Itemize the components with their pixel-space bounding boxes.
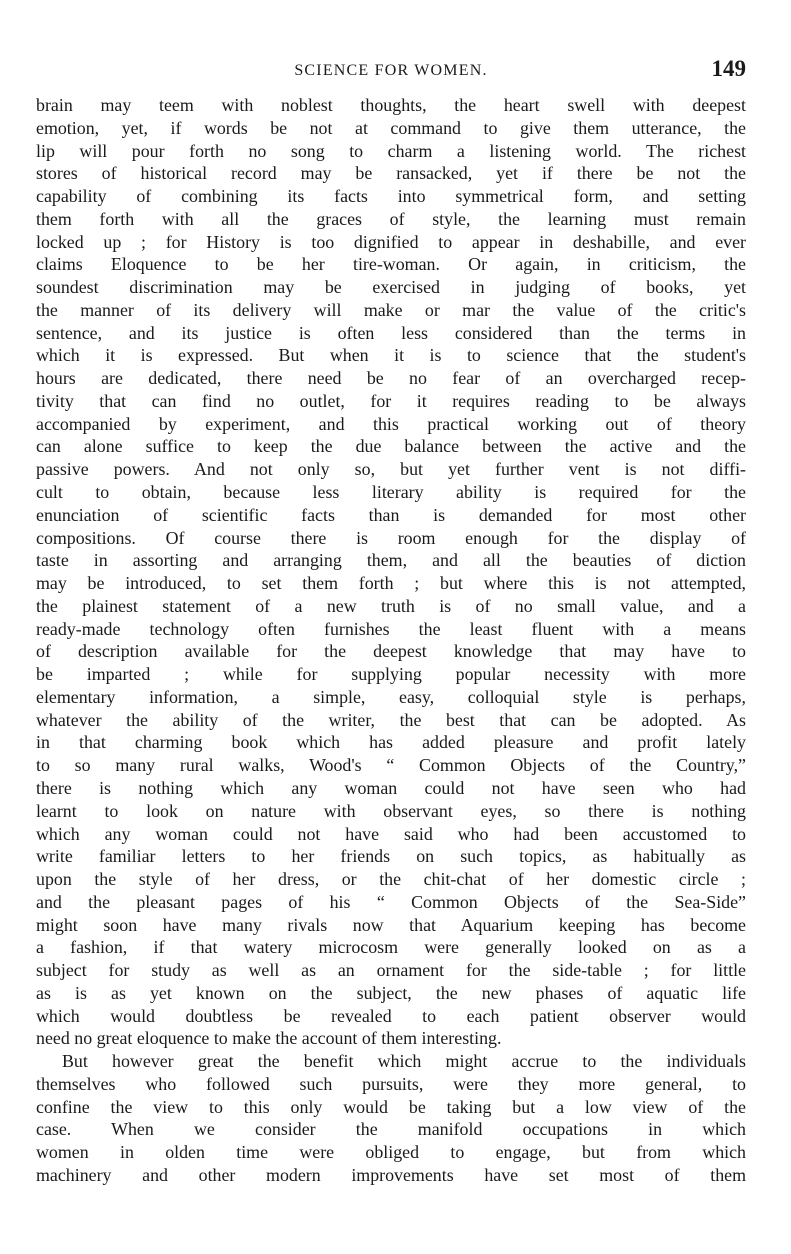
text-line: themselves who followed such pursuits, were they more general, to [36,1073,746,1094]
text-line: a fashion, if that watery microcosm were generally looked on as a [36,937,746,958]
text-line: claims Eloquence to be her tire-woman. Or again, in criticism, the [36,254,746,275]
text-line: taste in assorting and arranging them, and all the beauties of diction [36,550,746,571]
page-number: 149 [711,56,746,81]
text-line: machinery and other modern improvements have set most of them [36,1164,746,1185]
text-line: compositions. Of course there is room enough for the display of [36,527,746,548]
text-line: write familiar letters to her friends on such topics, as habitually as [36,846,746,867]
text-line: might soon have many rivals now that Aquarium keeping has become [36,914,746,935]
text-line: them forth with all the graces of style, the learning must remain [36,208,746,229]
text-line: the manner of its delivery will make or mar the value of the critic's [36,299,746,320]
text-line: passive powers. And not only so, but yet further vent is not diffi- [36,459,746,480]
text-line: may be introduced, to set them forth ; but where this is not attempted, [36,573,746,594]
text-line: cult to obtain, because less literary ability is required for the [36,482,746,503]
text-line: the plainest statement of a new truth is of no small value, and a [36,595,746,616]
text-line: can alone suffice to keep the due balance between the active and the [36,436,746,457]
paragraph-start-line: But however great the benefit which might accrue to the individuals [62,1051,746,1072]
paragraph-end-line: need no great eloquence to make the account of them interesting. [36,1028,502,1049]
text-line: upon the style of her dress, or the chit-chat of her domestic circle ; [36,869,746,890]
text-line: which would doubtless be revealed to each patient observer would [36,1005,746,1026]
text-line: hours are dedicated, there need be no fear of an overcharged recep- [36,368,746,389]
text-line: locked up ; for History is too dignified to appear in deshabille, and ever [36,231,746,252]
text-line: lip will pour forth no song to charm a listening world. The richest [36,140,746,161]
text-line: ready-made technology often furnishes the least fluent with a means [36,618,746,639]
text-line: soundest discrimination may be exercised in judging of books, yet [36,277,746,298]
text-line: and the pleasant pages of his “ Common Objects of the Sea-Side” [36,891,746,912]
text-line: of description available for the deepest knowledge that may have to [36,641,746,662]
text-line: enunciation of scientific facts than is demanded for most other [36,504,746,525]
text-line: which it is expressed. But when it is to science that the student's [36,345,746,366]
text-line: in that charming book which has added pleasure and profit lately [36,732,746,753]
text-line: stores of historical record may be ransacked, yet if there be not the [36,163,746,184]
text-line: elementary information, a simple, easy, colloquial style is perhaps, [36,686,746,707]
text-line: sentence, and its justice is often less considered than the terms in [36,322,746,343]
text-line: subject for study as well as an ornament for the side-table ; for little [36,960,746,981]
running-title: SCIENCE FOR WOMEN. [294,62,488,79]
running-header [36,56,746,86]
text-line: accompanied by experiment, and this practical working out of theory [36,413,746,434]
text-line: to so many rural walks, Wood's “ Common Objects of the Country,” [36,755,746,776]
text-line: capability of combining its facts into symmetrical form, and setting [36,186,746,207]
text-line: which any woman could not have said who had been accustomed to [36,823,746,844]
text-line: case. When we consider the manifold occupations in which [36,1119,746,1140]
text-line: as is as yet known on the subject, the new phases of aquatic life [36,982,746,1003]
text-line: whatever the ability of the writer, the best that can be adopted. As [36,709,746,730]
body-text [36,94,746,1187]
text-line: brain may teem with noblest thoughts, the heart swell with deepest [36,95,746,115]
text-line: learnt to look on nature with observant eyes, so there is nothing [36,800,746,821]
text-line: be imparted ; while for supplying popular necessity with more [36,664,746,685]
text-line: there is nothing which any woman could not have seen who had [36,777,746,798]
text-line: emotion, yet, if words be not at command to give them utterance, the [36,117,746,138]
text-line: confine the view to this only would be taking but a low view of the [36,1096,746,1117]
text-line: women in olden time were obliged to engage, but from which [36,1142,746,1163]
text-line: tivity that can find no outlet, for it requires reading to be always [36,390,746,411]
